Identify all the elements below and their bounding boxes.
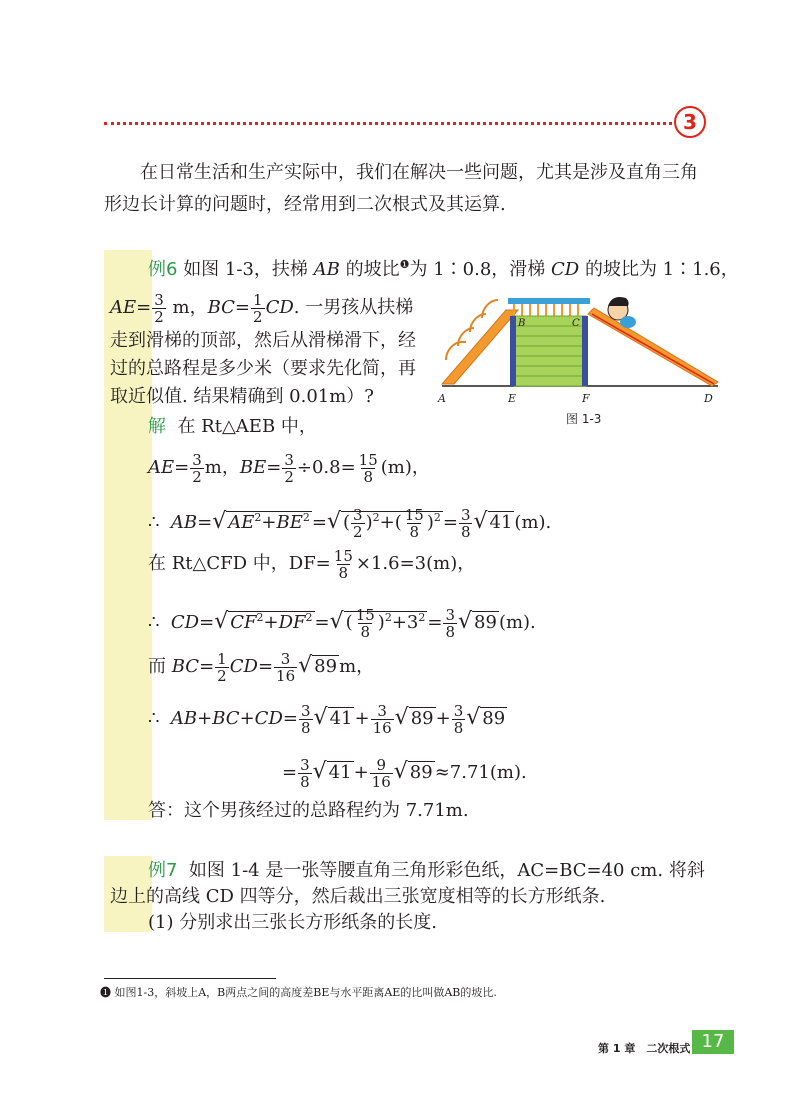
solution-line-6: 而 BC= $\frac{1}{2}$ CD= $\frac{3}{16}$ √ 89 m， (148, 649, 375, 685)
post-cf (582, 316, 588, 386)
example7-line-3: (1) 分别求出三张长方形纸条的长度. (148, 912, 437, 933)
example6-label: 例6 (148, 259, 178, 280)
example6-line-1: 例6 如图 1-3，扶梯 AB 的坡比$^❶$为 1∶0.8，滑梯 CD 的坡比为 1∶1.6， (148, 258, 739, 280)
example6-line-4: 过的总路程是多少米（要求先化简，再 (110, 358, 416, 379)
solution-label: 解 (148, 416, 166, 437)
label-c: C (572, 318, 580, 329)
intro-line-1: 在日常生活和生产实际中，我们在解决一些问题，尤其是涉及直角三角 (140, 162, 698, 183)
page-number-tab (692, 1030, 734, 1054)
solution-line-5: ∴ CD=√ $CF^2+DF^2$ =√ ( $\frac{15}{8}$ )$^2+3^2$ = $\frac{3}{8}$ √ 89 (m). (148, 605, 536, 641)
ladder-shape (442, 310, 518, 384)
example7-line-2: 边上的高线 CD 四等分，然后裁出三张宽度相等的长方形纸条. (110, 886, 606, 907)
footnote-rule (104, 978, 276, 979)
answer-line: 答：这个男孩经过的总路程约为 7.71m. (148, 800, 469, 821)
page-number: 17 (701, 1031, 725, 1052)
footnote-marker: ❶ (399, 258, 410, 271)
label-d: D (704, 392, 713, 405)
solution-line-3: ∴ AB=√ $AE^2+BE^2$ =√ ( $\frac{3}{2}$ )$^2$+( $\frac{15}{8}$ )$^2$ = $\frac{3}{8}$ √ 41 (m). (148, 505, 552, 541)
solution-line-4: 在 Rt△CFD 中，DF= $\frac{15}{8}$ ×1.6=3(m)， (148, 546, 476, 582)
footnote: ❶ 如图1-3，斜坡上A，B两点之间的高度差BE与水平距离AE的比叫做AB的坡比. (100, 986, 497, 999)
example6-line-5: 取近似值. 结果精确到 0.01m）? (110, 386, 374, 407)
label-e: E (508, 392, 517, 405)
label-a: A (438, 392, 446, 405)
solution-line-1: 解 在 Rt△AEB 中， (148, 416, 317, 437)
chapter-footer: 第 1 章 二次根式 (598, 1042, 691, 1055)
example6-line-2: AE= $\frac{3}{2}$ m，BC= $\frac{1}{2}$ CD. 一男孩从扶梯 (110, 290, 414, 326)
solution-line-8: = $\frac{3}{8}$ √ 41 + $\frac{9}{16}$ √ 89 ≈7.71(m). (282, 755, 527, 791)
figure-caption: 图 1-3 (566, 412, 602, 426)
section-divider (104, 122, 672, 125)
solution-line-2: AE= $\frac{3}{2}$ m，BE= $\frac{3}{2}$ ÷0.8= $\frac{15}{8}$ (m)， (148, 450, 430, 486)
solution-line-7: ∴ AB+BC+CD= $\frac{3}{8}$ √ 41 + $\frac{3}{16}$ √ 89 + $\frac{3}{8}$ √ 89 (148, 701, 506, 737)
label-b: B (518, 318, 526, 329)
example7-label: 例7 (148, 860, 178, 881)
post-be (510, 316, 516, 386)
label-f: F (582, 392, 590, 405)
intro-line-2: 形边长计算的问题时，经常用到二次根式及其运算. (104, 194, 506, 215)
example6-line-3: 走到滑梯的顶部，然后从滑梯滑下，经 (110, 330, 416, 351)
section-number-badge: 3 (674, 106, 706, 138)
slide-figure (436, 290, 726, 410)
example7-line-1: 例7 如图 1-4 是一张等腰直角三角形彩色纸，AC=BC=40 cm. 将斜 (148, 860, 705, 881)
